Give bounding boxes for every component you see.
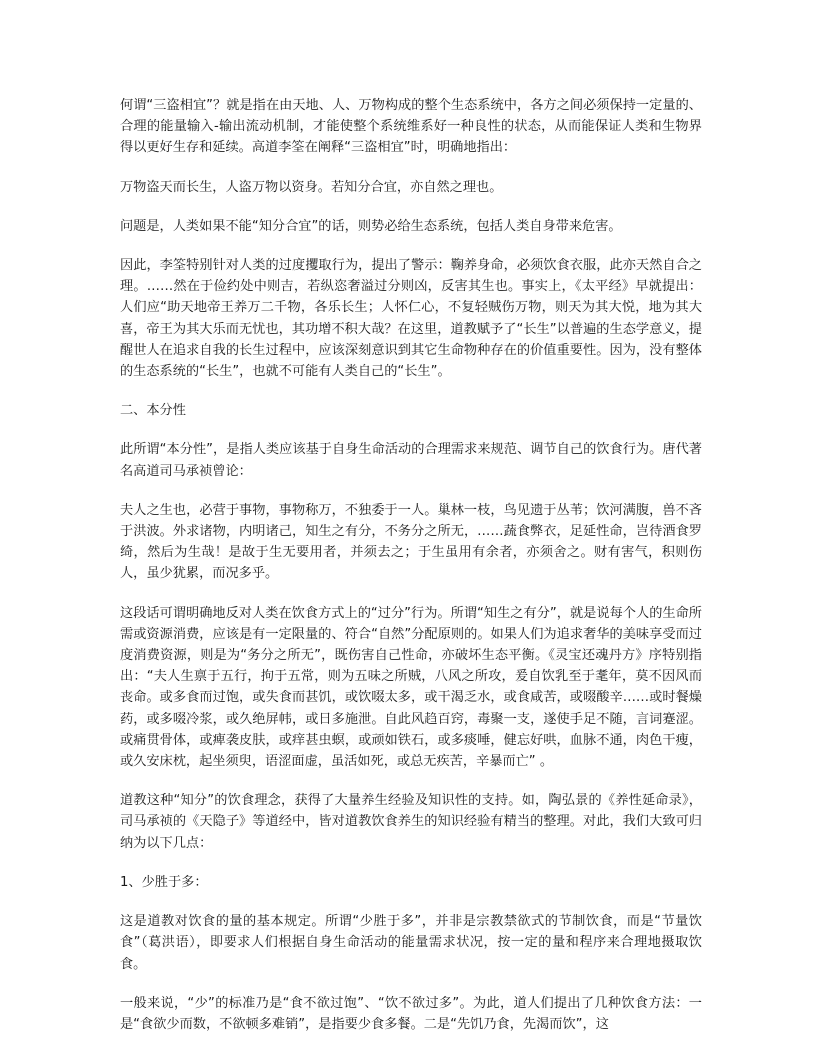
paragraph-problem: 问题是，人类如果不能“知分合宜”的话，则势必给生态系统，包括人类自身带来危害。 xyxy=(120,218,622,234)
paragraph-taipingjing: 因此，李筌特别针对人类的过度攫取行为，提出了警示：鞠养身命，必须饮食衣服，此亦天然自合之理。……然在于俭约处中则吉，若纵恣奢溢过分则凶，反害其生也。事实上，《太平经》早就提出：人们应“助天地帝王养万二千物，各乐长生；人怀仁心，不复轻贼伤万物，则天为其大悦，地为其大喜，帝王为其大乐而无忧也，其功增不积大哉？在这里，道教赋予了“长生”以普遍的生态学意义，提醒世人在追求自我的长生过程中，应该深刻意识到其它生命物种存在的价值重要性。因为，没有整体的生态系统的“长生”，也就不可能有人类自己的“长生”。 xyxy=(120,258,702,380)
section-heading-benfenxing: 二、本分性 xyxy=(120,403,186,419)
paragraph-quote-sima: 夫人之生也，必营于事物，事物称万，不独委于一人。巢林一枝，鸟见遗于丛苇；饮河满腹，兽不吝于洪波。外求诸物，内明诸己，知生之有分，不务分之所无，……蔬食弊衣，足延性命，岂待酒食罗绮，然后为生哉！是故于生无要用者，并须去之；于生虽用有余者，亦须舍之。财有害气，积则伤人，虽少犹累，而况多乎。 xyxy=(120,502,702,582)
paragraph-benfenxing-definition: 此所谓“本分性”，是指人类应该基于自身生命活动的合理需求来规范、调节自己的饮食行为。唐代著名高道司马承祯曾论： xyxy=(120,442,702,479)
paragraph-methods: 一般来说，“少”的标准乃是“食不欲过饱”、“饮不欲过多”。为此，道人们提出了几种饮食方法：一是“食欲少而数，不欲顿多难销”，是指要少食多餐。二是“先饥乃食，先渴而饮”，这 xyxy=(120,995,702,1032)
paragraph-quantity-rule: 这是道教对饮食的量的基本规定。所谓“少胜于多”，并非是宗教禁欲式的节制饮食，而是“节量饮食”（葛洪语），即要求人们根据自身生命活动的能量需求状况，按一定的量和程序来合理地摄取饮食。 xyxy=(120,914,702,972)
paragraph-quote-liquan: 万物盗天而长生，人盗万物以资身。若知分合宜，亦自然之理也。 xyxy=(120,179,503,195)
document-page xyxy=(120,95,702,1053)
paragraph-zhifen-analysis: 这段话可谓明确地反对人类在饮食方式上的“过分”行为。所谓“知生之有分”，就是说每个人的生命所需或资源消费，应该是有一定限量的、符合“自然”分配原则的。如果人们为追求奢华的美味享受而过度消费资源，则是为“务分之所无”，既伤害自己性命，亦破坏生态平衡。《灵宝还魂丹方》序特别指出：“夫人生禀于五行，拘于五常，则为五味之所贼，八风之所攻，爰自饮乳至于耄年，莫不因风而丧命。或多食而过饱，或失食而甚饥，或饮啜太多，或干渴乏水，或食咸苦，或啜酸辛……或时餐燥药，或多啜冷浆，或久绝屏帏，或日多施泄。自此风趋百窍，毒聚一支，遂使手足不随，言词蹇涩。或痛贯骨体，或痺袭皮肤，或痒甚虫螟，或顽如铁石，或多痰唾，健忘好哄，血脉不通，肉色干瘦，或久安床枕，起坐须臾，语涩面虚，虽活如死，或总无疾苦，辛暴而亡” 。 xyxy=(120,605,702,770)
subheading-shao-sheng-yu-duo: 1、少胜于多： xyxy=(120,874,208,890)
paragraph-intro: 何谓“三盗相宜”？就是指在由天地、人、万物构成的整个生态系统中，各方之间必须保持一定量的、合理的能量输入-输出流动机制，才能使整个系统维系好一种良性的状态，从而能保证人类和生物界得以更好生存和延续。高道李筌在阐释“三盗相宜”时，明确地指出： xyxy=(120,98,702,156)
paragraph-knowledge-support: 道教这种“知分”的饮食理念，获得了大量养生经验及知识性的支持。如，陶弘景的《养性延命录》，司马承祯的《天隐子》等道经中，皆对道教饮食养生的知识经验有精当的整理。对此，我们大致可归纳为以下几点： xyxy=(120,793,702,851)
